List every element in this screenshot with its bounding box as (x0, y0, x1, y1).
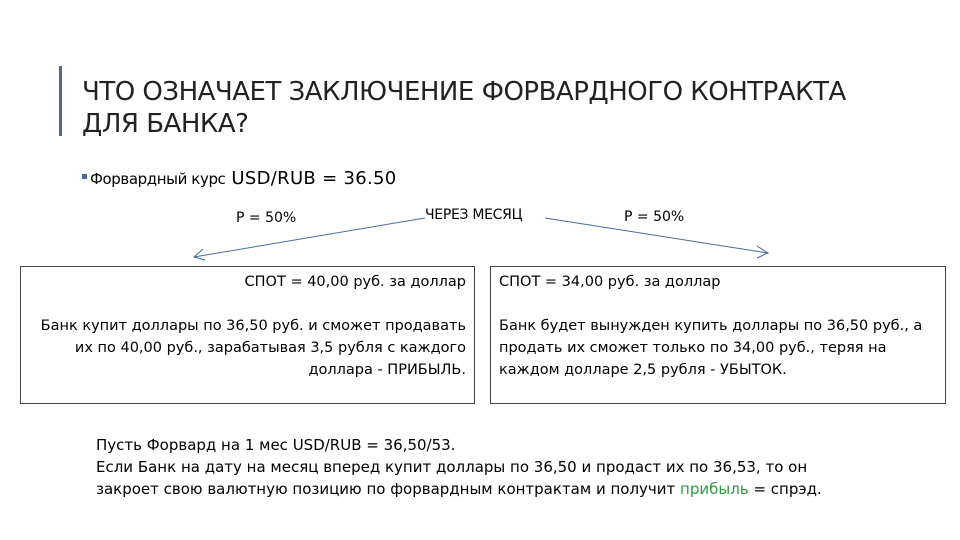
left-branch-arrow (194, 218, 425, 257)
slide-title: ЧТО ОЗНАЧАЕТ ЗАКЛЮЧЕНИЕ ФОРВАРДНОГО КОНТРАКТА ДЛЯ БАНКА? (82, 77, 846, 139)
scenario-loss-box (490, 266, 946, 404)
scenario-profit-box (20, 266, 475, 404)
left-arrowhead-icon (194, 249, 205, 260)
probability-left: P = 50% (236, 210, 297, 226)
profit-explanation: Банк купит доллары по 36,50 руб. и сможет продавать их по 40,00 руб., зарабатывая 3,5 рубля с каждого доллара - ПРИБЫЛЬ. (40, 318, 466, 378)
loss-explanation: Банк будет вынужден купить доллары по 36,50 руб., а продать их сможет только по 34,00 руб., теряя на каждом долларе 2,5 рубля - УБЫТОК. (499, 318, 923, 378)
profit-highlight: прибыль (680, 480, 749, 498)
forward-rate-label: Форвардный курс (90, 170, 226, 188)
spot-rate-high: СПОТ = 40,00 руб. за доллар (244, 274, 466, 290)
spread-explanation (96, 434, 856, 500)
spread-text-end: = спрэд. (753, 480, 822, 498)
spread-paragraph (96, 456, 856, 500)
forward-rate-value: USD/RUB = 36.50 (231, 168, 397, 189)
probability-right: P = 50% (624, 209, 685, 225)
one-month-label: ЧЕРЕЗ МЕСЯЦ (425, 207, 523, 223)
forward-quote-line: Пусть Форвард на 1 мес USD/RUB = 36,50/53. (96, 436, 456, 454)
spot-rate-low: СПОТ = 34,00 руб. за доллар (499, 274, 721, 290)
spread-text-start: Если Банк на дату на месяц вперед купит доллары по 36,50 и продаст их по 36,53, то он закроет свою валютную позицию по форвардным контрактам и получит (96, 458, 808, 498)
